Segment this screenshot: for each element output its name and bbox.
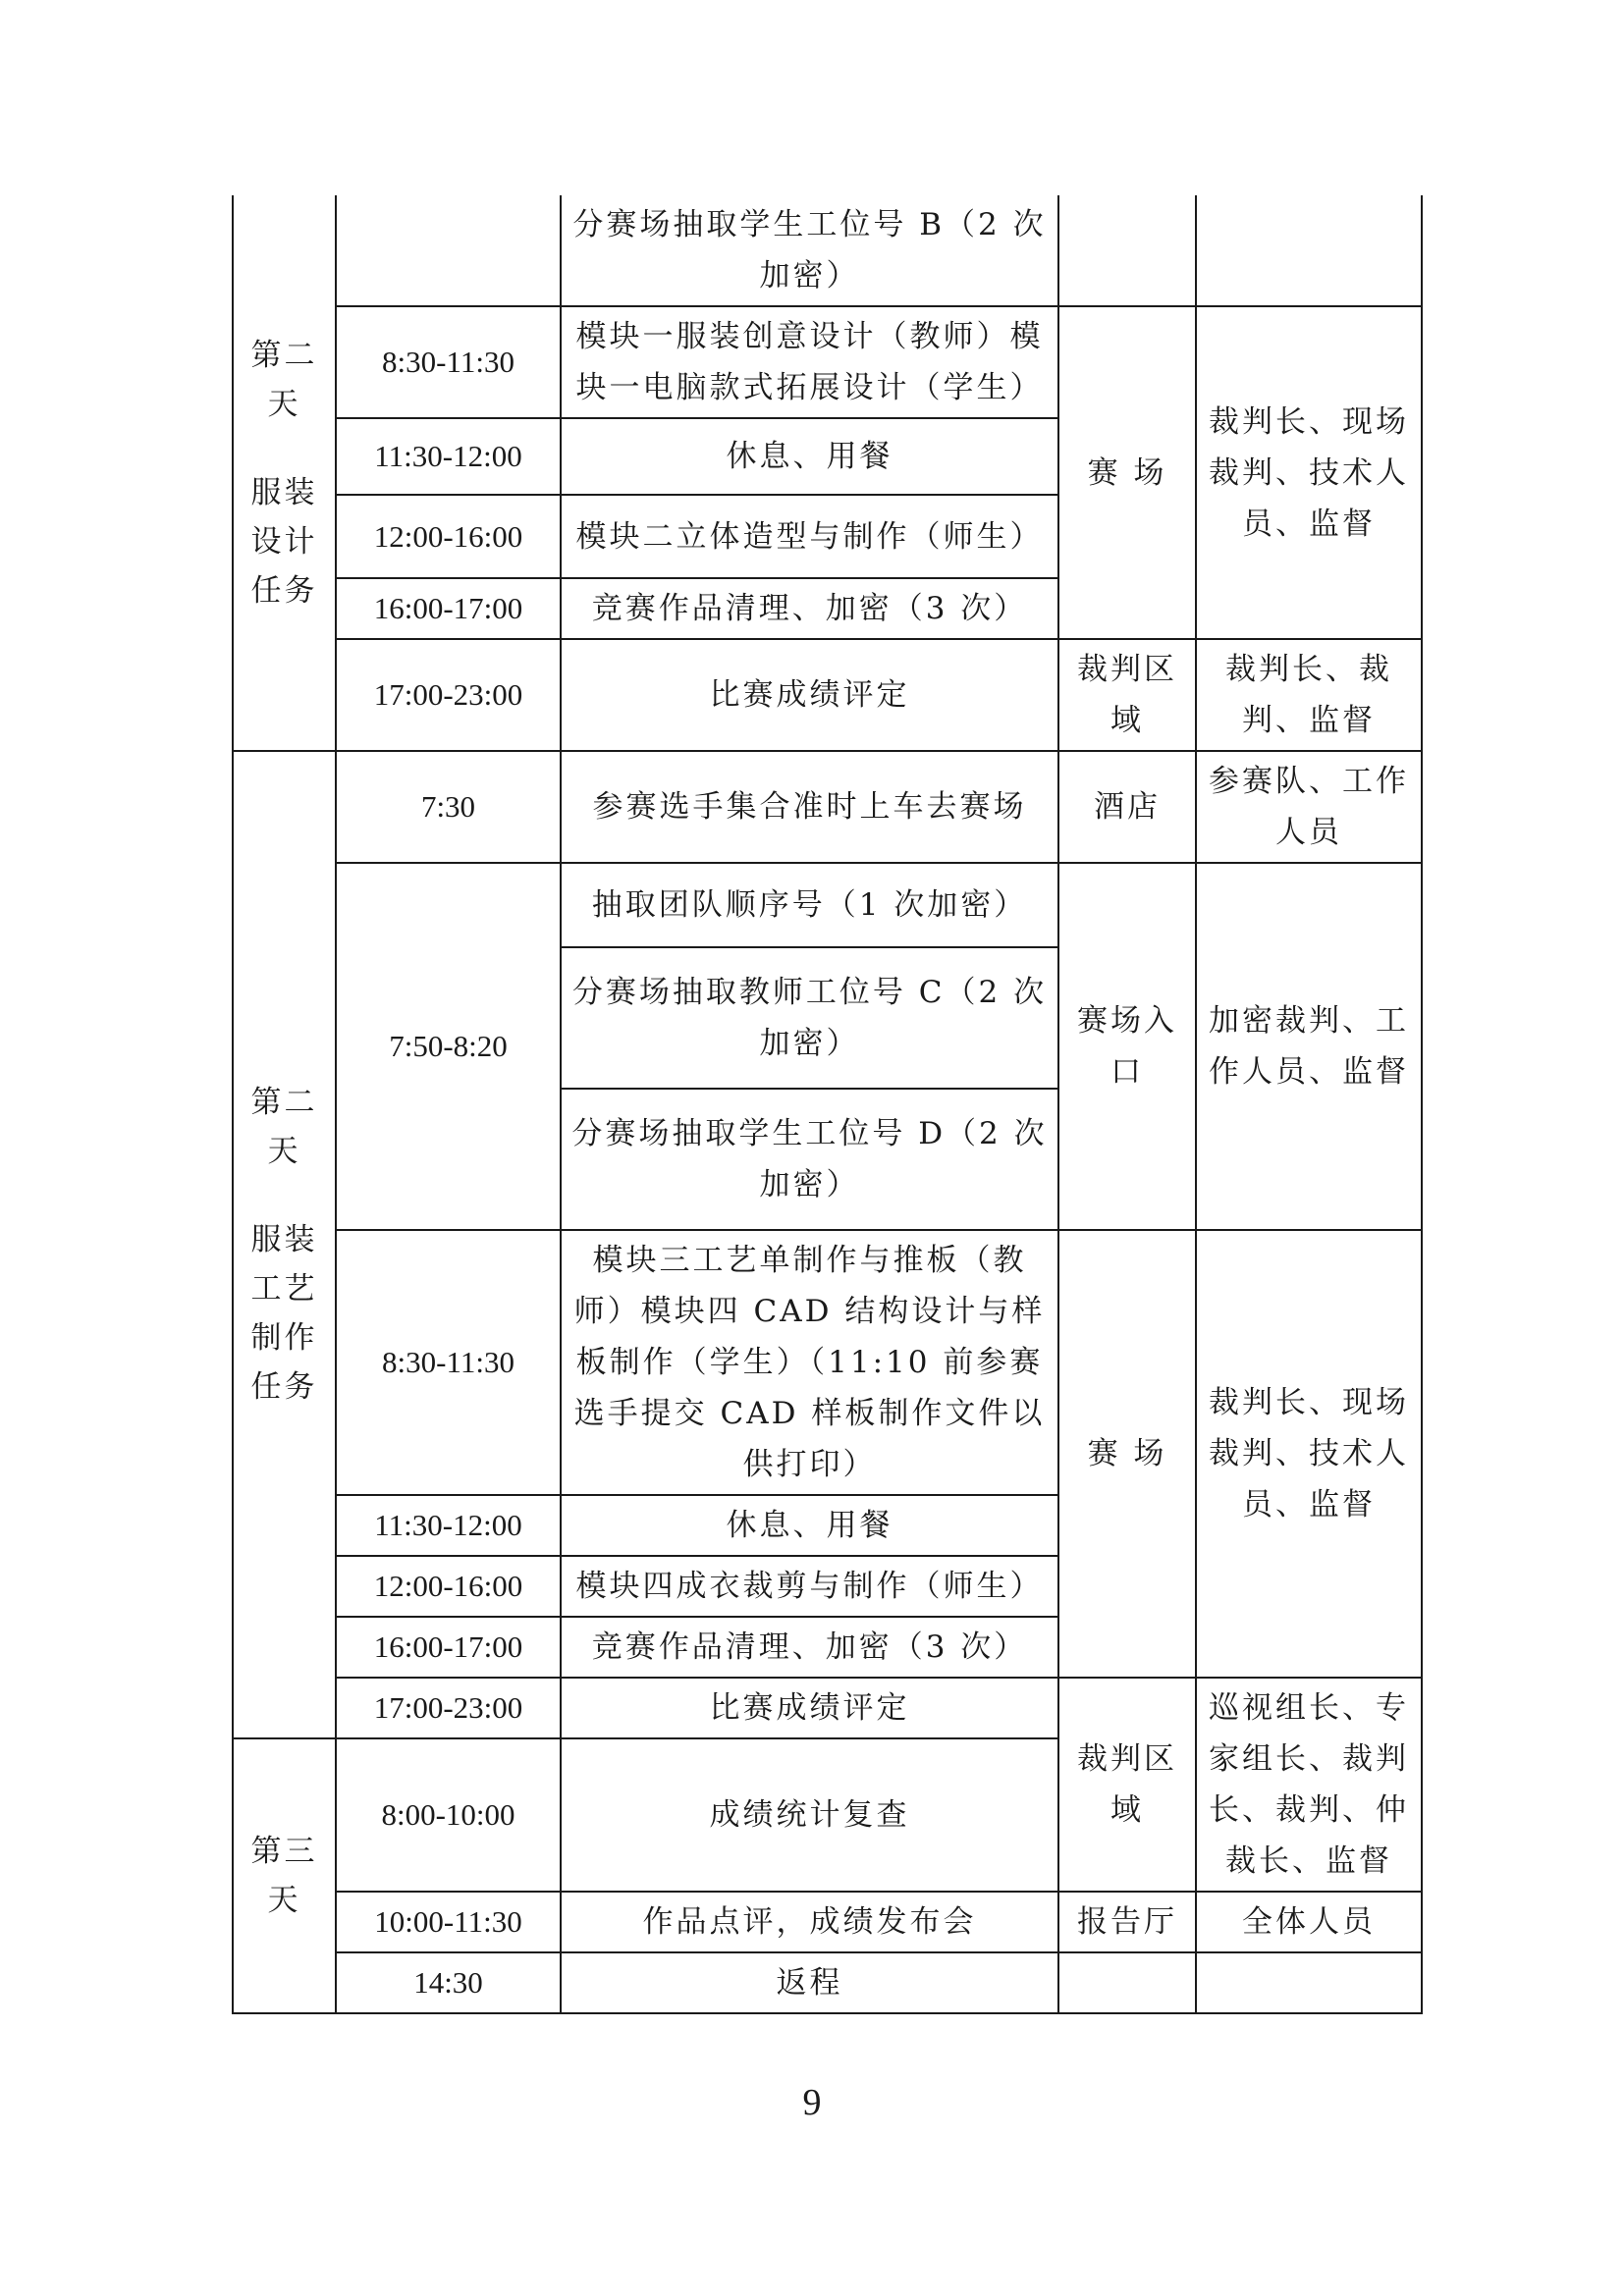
staff-cell bbox=[1196, 195, 1422, 306]
schedule-table bbox=[232, 195, 1423, 2014]
staff-cell bbox=[1196, 1952, 1422, 2013]
staff-cell: 裁判长、裁判、监督 bbox=[1196, 639, 1422, 751]
item-cell: 竞赛作品清理、加密（3 次） bbox=[561, 578, 1058, 639]
time-cell: 8:30-11:30 bbox=[336, 1230, 561, 1495]
time-cell: 12:00-16:00 bbox=[336, 1556, 561, 1617]
item-cell: 抽取团队顺序号（1 次加密） bbox=[561, 863, 1058, 947]
time-cell: 8:30-11:30 bbox=[336, 306, 561, 418]
table-row bbox=[233, 863, 1422, 947]
item-cell: 分赛场抽取学生工位号 B（2 次加密） bbox=[561, 195, 1058, 306]
table-row bbox=[233, 1678, 1422, 1738]
day-label: 第二 天 服装 设计 任务 bbox=[233, 195, 336, 751]
place-cell: 赛场入口 bbox=[1058, 863, 1196, 1230]
table-row bbox=[233, 1230, 1422, 1495]
item-cell: 休息、用餐 bbox=[561, 1495, 1058, 1556]
item-cell: 模块二立体造型与制作（师生） bbox=[561, 495, 1058, 578]
time-cell: 7:30 bbox=[336, 751, 561, 863]
table-row bbox=[233, 1892, 1422, 1952]
day-label: 第三 天 bbox=[233, 1738, 336, 2013]
place-cell: 裁判区域 bbox=[1058, 639, 1196, 751]
place-cell: 赛 场 bbox=[1058, 1230, 1196, 1678]
time-cell: 14:30 bbox=[336, 1952, 561, 2013]
staff-cell: 裁判长、现场裁判、技术人员、监督 bbox=[1196, 306, 1422, 639]
place-cell bbox=[1058, 195, 1196, 306]
item-cell: 休息、用餐 bbox=[561, 418, 1058, 495]
item-cell: 模块四成衣裁剪与制作（师生） bbox=[561, 1556, 1058, 1617]
time-cell: 10:00-11:30 bbox=[336, 1892, 561, 1952]
item-cell: 作品点评，成绩发布会 bbox=[561, 1892, 1058, 1952]
place-cell: 赛 场 bbox=[1058, 306, 1196, 639]
place-cell: 裁判区域 bbox=[1058, 1678, 1196, 1892]
page-number: 9 bbox=[802, 2082, 822, 2123]
time-cell: 11:30-12:00 bbox=[336, 418, 561, 495]
item-cell: 竞赛作品清理、加密（3 次） bbox=[561, 1617, 1058, 1678]
item-cell: 分赛场抽取教师工位号 C（2 次加密） bbox=[561, 947, 1058, 1089]
table-row bbox=[233, 751, 1422, 863]
item-cell: 模块三工艺单制作与推板（教师）模块四 CAD 结构设计与样板制作（学生）（11:10 前参赛选手提交 CAD 样板制作文件以供打印） bbox=[561, 1230, 1058, 1495]
staff-cell: 参赛队、工作人员 bbox=[1196, 751, 1422, 863]
time-cell: 16:00-17:00 bbox=[336, 1617, 561, 1678]
time-cell: 12:00-16:00 bbox=[336, 495, 561, 578]
time-cell bbox=[336, 195, 561, 306]
item-cell: 参赛选手集合准时上车去赛场 bbox=[561, 751, 1058, 863]
table-row bbox=[233, 1952, 1422, 2013]
time-cell: 8:00-10:00 bbox=[336, 1738, 561, 1892]
time-cell: 17:00-23:00 bbox=[336, 1678, 561, 1738]
table-row bbox=[233, 639, 1422, 751]
place-cell bbox=[1058, 1952, 1196, 2013]
time-cell: 7:50-8:20 bbox=[336, 863, 561, 1230]
item-cell: 返程 bbox=[561, 1952, 1058, 2013]
staff-cell: 加密裁判、工作人员、监督 bbox=[1196, 863, 1422, 1230]
day-label: 第二 天 服装 工艺 制作 任务 bbox=[233, 751, 336, 1738]
table-row bbox=[233, 306, 1422, 418]
time-cell: 16:00-17:00 bbox=[336, 578, 561, 639]
staff-cell: 全体人员 bbox=[1196, 1892, 1422, 1952]
item-cell: 比赛成绩评定 bbox=[561, 1678, 1058, 1738]
item-cell: 成绩统计复查 bbox=[561, 1738, 1058, 1892]
staff-cell: 裁判长、现场裁判、技术人员、监督 bbox=[1196, 1230, 1422, 1678]
time-cell: 11:30-12:00 bbox=[336, 1495, 561, 1556]
time-cell: 17:00-23:00 bbox=[336, 639, 561, 751]
item-cell: 分赛场抽取学生工位号 D（2 次加密） bbox=[561, 1089, 1058, 1230]
place-cell: 报告厅 bbox=[1058, 1892, 1196, 1952]
item-cell: 模块一服装创意设计（教师）模块一电脑款式拓展设计（学生） bbox=[561, 306, 1058, 418]
staff-cell: 巡视组长、专家组长、裁判长、裁判、仲裁长、监督 bbox=[1196, 1678, 1422, 1892]
place-cell: 酒店 bbox=[1058, 751, 1196, 863]
table-row bbox=[233, 195, 1422, 306]
item-cell: 比赛成绩评定 bbox=[561, 639, 1058, 751]
